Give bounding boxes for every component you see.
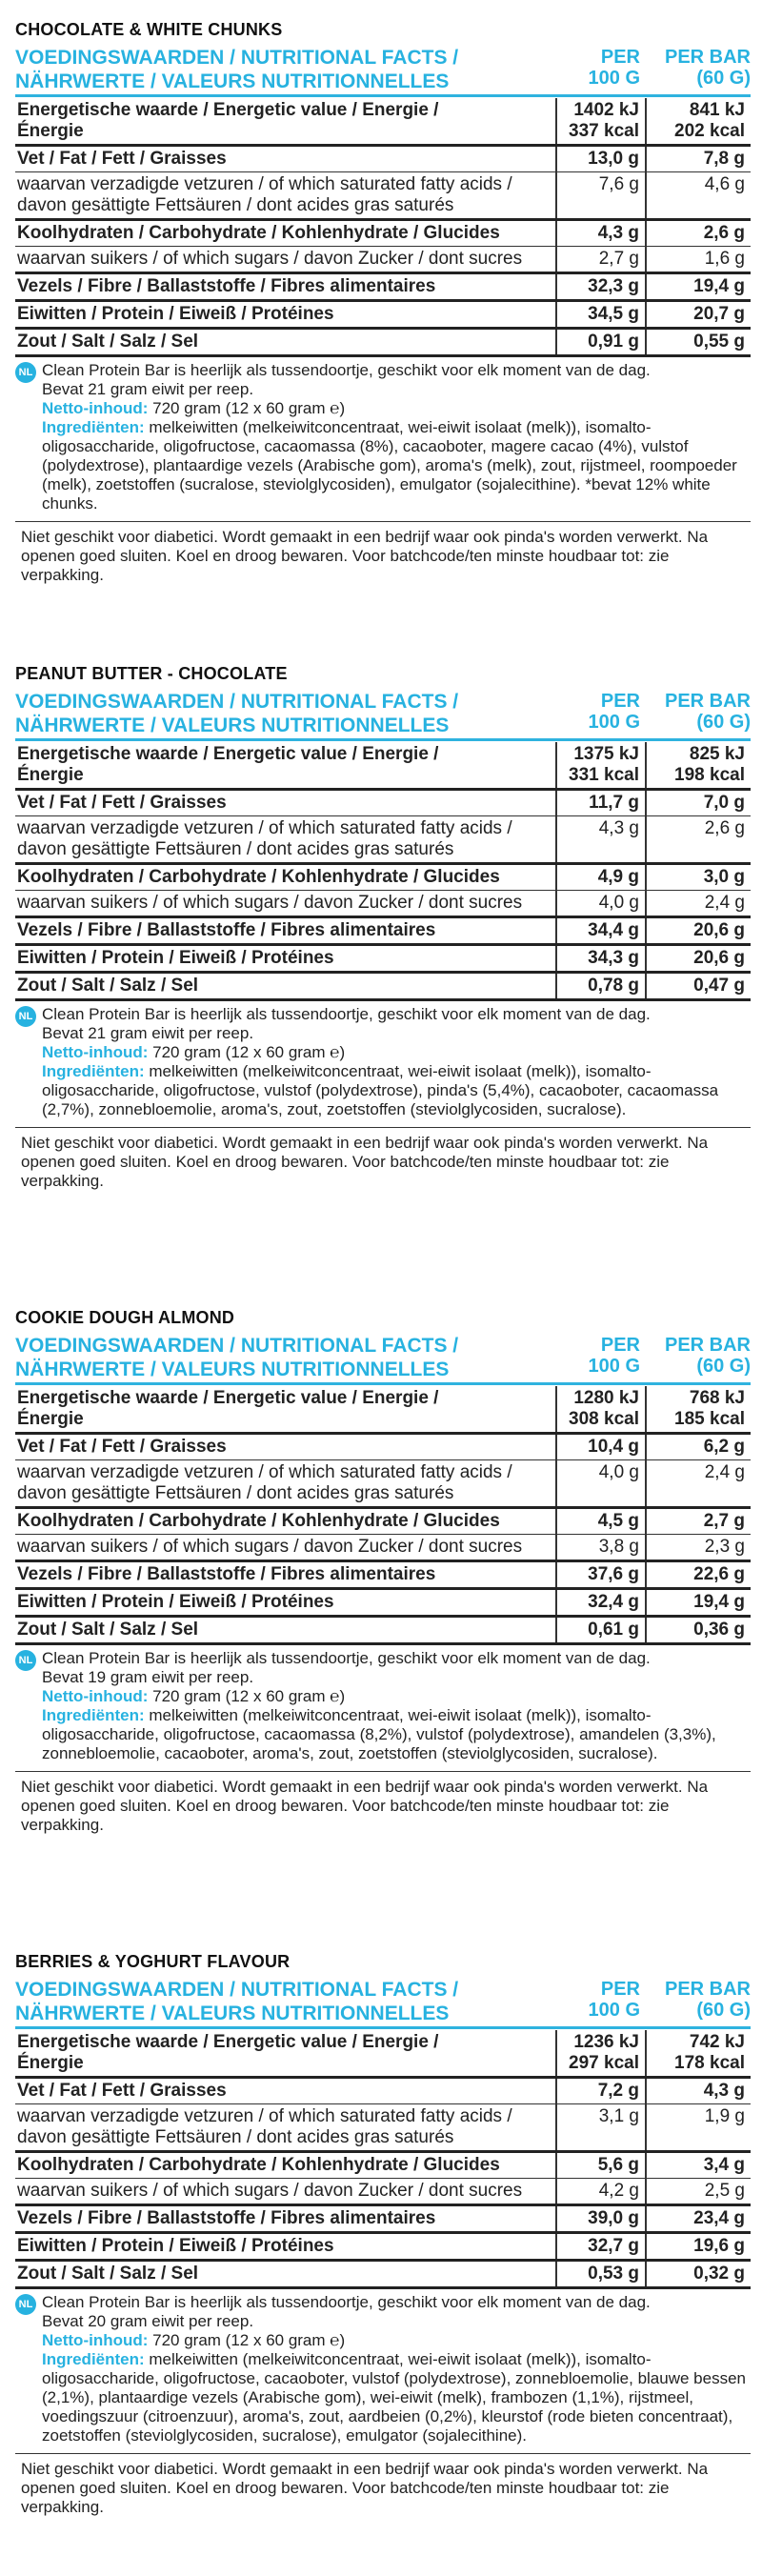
protein-per-bar-text: Bevat 21 gram eiwit per reep. <box>42 1024 254 1042</box>
nutrition-header-title: VOEDINGSWAARDEN / NUTRITIONAL FACTS / NÄHRWERTE / VALEURS NUTRITIONNELLES <box>15 1979 459 2024</box>
product-title: CHOCOLATE & WHITE CHUNKS <box>15 20 283 39</box>
table-row: Energetische waarde / Energetic value / Energie / Énergie 1236 kJ 297 kcal 742 kJ 178 kcal <box>15 2030 751 2078</box>
nutrition-table <box>15 1386 751 1645</box>
product-section <box>15 17 751 661</box>
table-row: Vet / Fat / Fett / Graisses 13,0 g 7,8 g <box>15 146 751 172</box>
table-row: Koolhydraten / Carbohydrate / Kohlenhydrate / Glucides 4,9 g 3,0 g <box>15 864 751 891</box>
table-row: Zout / Salt / Salz / Sel 0,78 g 0,47 g <box>15 973 751 1000</box>
per-100g-header: PER 100 G <box>588 1335 640 1377</box>
table-row: Vezels / Fibre / Ballaststoffe / Fibres alimentaires 32,3 g 19,4 g <box>15 273 751 301</box>
nutrition-header-title: VOEDINGSWAARDEN / NUTRITIONAL FACTS / NÄHRWERTE / VALEURS NUTRITIONNELLES <box>15 47 459 92</box>
table-row: Koolhydraten / Carbohydrate / Kohlenhydrate / Glucides 5,6 g 3,4 g <box>15 2152 751 2179</box>
table-row: Koolhydraten / Carbohydrate / Kohlenhydrate / Glucides 4,5 g 2,7 g <box>15 1508 751 1535</box>
table-row: Vet / Fat / Fett / Graisses 10,4 g 6,2 g <box>15 1434 751 1460</box>
table-row: Vezels / Fibre / Ballaststoffe / Fibres alimentaires 37,6 g 22,6 g <box>15 1561 751 1589</box>
warning-text: Niet geschikt voor diabetici. Wordt gemaakt in een bedrijf waar ook pinda's worden verwerkt. Na openen goed sluiten. Koel en droog bewaren. Voor batchcode/ten minste houdbaar tot: zie verpakking. <box>15 1771 751 1835</box>
nutrition-header <box>15 1974 751 2029</box>
nutrition-header <box>15 686 751 741</box>
per-100g-header: PER 100 G <box>588 1979 640 2021</box>
nutrition-header <box>15 1330 751 1385</box>
table-row: Zout / Salt / Salz / Sel 0,91 g 0,55 g <box>15 329 751 356</box>
per-bar-header: PER BAR (60 G) <box>664 1335 751 1377</box>
table-row: waarvan verzadigde vetzuren / of which saturated fatty acids / davon gesättigte Fettsäuren / dont acides gras saturés 3,1 g 1,9 g <box>15 2104 751 2152</box>
warning-text: Niet geschikt voor diabetici. Wordt gemaakt in een bedrijf waar ook pinda's worden verwerkt. Na openen goed sluiten. Koel en droog bewaren. Voor batchcode/ten minste houdbaar tot: zie verpakking. <box>15 521 751 585</box>
table-row: waarvan suikers / of which sugars / davon Zucker / dont sucres 4,0 g 2,4 g <box>15 891 751 917</box>
ingredients-text: Ingrediënten: melkeiwitten (melkeiwitconcentraat, wei-eiwit isolaat (melk)), isomalto-oligosaccharide, oligofructose, cacaoboter, vulstof (polydextrose), zonnebloemolie, blauwe bessen (2,1%), plantaardige vezels (Arabische gom), wei-eiwit (melk), frambozen (1,1%), rijstmeel, voedingszuur (citroenzuur), aroma's, zout, aardbeien (0,2%), kleurstof (rode bieten concentraat), zoetstoffen (steviolglycosiden, sucralose), emulgator (sojalecithine). <box>42 2350 746 2445</box>
per-bar-header: PER BAR (60 G) <box>664 47 751 89</box>
product-title: COOKIE DOUGH ALMOND <box>15 1308 235 1327</box>
table-row: waarvan suikers / of which sugars / davon Zucker / dont sucres 2,7 g 1,6 g <box>15 247 751 273</box>
table-row: Eiwitten / Protein / Eiweiß / Protéines 32,4 g 19,4 g <box>15 1589 751 1617</box>
table-row: waarvan verzadigde vetzuren / of which saturated fatty acids / davon gesättigte Fettsäuren / dont acides gras saturés 4,3 g 2,6 g <box>15 816 751 864</box>
protein-per-bar-text: Bevat 21 gram eiwit per reep. <box>42 380 254 398</box>
table-row: Eiwitten / Protein / Eiweiß / Protéines 32,7 g 19,6 g <box>15 2233 751 2261</box>
intro-text: Clean Protein Bar is heerlijk als tussendoortje, geschikt voor elk moment van de dag. <box>42 1005 651 1023</box>
table-row: Eiwitten / Protein / Eiweiß / Protéines 34,5 g 20,7 g <box>15 301 751 329</box>
nl-language-badge: NL <box>15 1006 36 1027</box>
table-row: Vet / Fat / Fett / Graisses 11,7 g 7,0 g <box>15 790 751 816</box>
nl-language-badge: NL <box>15 2294 36 2315</box>
product-section <box>15 661 751 1305</box>
intro-text: Clean Protein Bar is heerlijk als tussendoortje, geschikt voor elk moment van de dag. <box>42 2293 651 2311</box>
table-row: Zout / Salt / Salz / Sel 0,61 g 0,36 g <box>15 1617 751 1644</box>
table-row: Vezels / Fibre / Ballaststoffe / Fibres alimentaires 39,0 g 23,4 g <box>15 2205 751 2233</box>
net-content: Netto-inhoud: 720 gram (12 x 60 gram ℮) <box>42 2331 346 2349</box>
product-notes <box>15 1005 751 1119</box>
product-notes <box>15 361 751 513</box>
net-content: Netto-inhoud: 720 gram (12 x 60 gram ℮) <box>42 1043 346 1061</box>
nl-language-badge: NL <box>15 1650 36 1671</box>
table-row: waarvan suikers / of which sugars / davon Zucker / dont sucres 4,2 g 2,5 g <box>15 2179 751 2205</box>
table-row: waarvan verzadigde vetzuren / of which saturated fatty acids / davon gesättigte Fettsäuren / dont acides gras saturés 4,0 g 2,4 g <box>15 1460 751 1508</box>
table-row: Vezels / Fibre / Ballaststoffe / Fibres alimentaires 34,4 g 20,6 g <box>15 917 751 945</box>
net-content: Netto-inhoud: 720 gram (12 x 60 gram ℮) <box>42 1687 346 1705</box>
per-bar-header: PER BAR (60 G) <box>664 691 751 733</box>
table-row: Vet / Fat / Fett / Graisses 7,2 g 4,3 g <box>15 2078 751 2104</box>
product-notes <box>15 2293 751 2445</box>
per-100g-header: PER 100 G <box>588 691 640 733</box>
product-title: BERRIES & YOGHURT FLAVOUR <box>15 1952 291 1971</box>
warning-text: Niet geschikt voor diabetici. Wordt gemaakt in een bedrijf waar ook pinda's worden verwerkt. Na openen goed sluiten. Koel en droog bewaren. Voor batchcode/ten minste houdbaar tot: zie verpakking. <box>15 1127 751 1191</box>
table-row: Energetische waarde / Energetic value / Energie / Énergie 1402 kJ 337 kcal 841 kJ 202 kcal <box>15 98 751 146</box>
product-section <box>15 1949 751 2576</box>
net-content: Netto-inhoud: 720 gram (12 x 60 gram ℮) <box>42 399 346 417</box>
per-100g-header: PER 100 G <box>588 47 640 89</box>
table-row: Zout / Salt / Salz / Sel 0,53 g 0,32 g <box>15 2261 751 2288</box>
table-row: Energetische waarde / Energetic value / Energie / Énergie 1280 kJ 308 kcal 768 kJ 185 kcal <box>15 1386 751 1434</box>
nutrition-header <box>15 42 751 97</box>
nutrition-table <box>15 98 751 357</box>
table-row: Eiwitten / Protein / Eiweiß / Protéines 34,3 g 20,6 g <box>15 945 751 973</box>
ingredients-text: Ingrediënten: melkeiwitten (melkeiwitconcentraat, wei-eiwit isolaat (melk)), isomalto-oligosaccharide, oligofructose, vulstof (polydextrose), pinda's (5,4%), cacaoboter, cacaomassa (2,7%), zonnebloemolie, aroma's, zout, zoetstoffen (steviolglycosiden, sucralose). <box>42 1062 719 1118</box>
product-title: PEANUT BUTTER - CHOCOLATE <box>15 664 288 683</box>
product-notes <box>15 1649 751 1763</box>
nutrition-table <box>15 2030 751 2289</box>
table-row: waarvan suikers / of which sugars / davon Zucker / dont sucres 3,8 g 2,3 g <box>15 1535 751 1561</box>
product-section <box>15 1305 751 1949</box>
intro-text: Clean Protein Bar is heerlijk als tussendoortje, geschikt voor elk moment van de dag. <box>42 361 651 379</box>
table-row: waarvan verzadigde vetzuren / of which saturated fatty acids / davon gesättigte Fettsäuren / dont acides gras saturés 7,6 g 4,6 g <box>15 172 751 220</box>
table-row: Energetische waarde / Energetic value / Energie / Énergie 1375 kJ 331 kcal 825 kJ 198 kcal <box>15 742 751 790</box>
protein-per-bar-text: Bevat 20 gram eiwit per reep. <box>42 2312 254 2330</box>
intro-text: Clean Protein Bar is heerlijk als tussendoortje, geschikt voor elk moment van de dag. <box>42 1649 651 1667</box>
nutrition-header-title: VOEDINGSWAARDEN / NUTRITIONAL FACTS / NÄHRWERTE / VALEURS NUTRITIONNELLES <box>15 1335 459 1380</box>
ingredients-text: Ingrediënten: melkeiwitten (melkeiwitconcentraat, wei-eiwit isolaat (melk)), isomalto-oligosaccharide, oligofructose, cacaomassa (8%), cacaoboter, magere cacao (4%), vulstof (polydextrose), plantaardige vezels (Arabische gom), aroma's (melk), zout, rijstmeel, roompoeder (melk), zoetstoffen (sucralose, steviolglycosiden), emulgator (sojalecithine). *bevat 12% white chunks. <box>42 418 737 513</box>
per-bar-header: PER BAR (60 G) <box>664 1979 751 2021</box>
ingredients-text: Ingrediënten: melkeiwitten (melkeiwitconcentraat, wei-eiwit isolaat (melk)), isomalto-oligosaccharide, oligofructose, cacaomassa (8,2%), vulstof (polydextrose), amandelen (3,3%), zonnebloemolie, cacaoboter, aroma's, zout, zoetstoffen (steviolglycosiden, sucralose). <box>42 1706 716 1762</box>
protein-per-bar-text: Bevat 19 gram eiwit per reep. <box>42 1668 254 1686</box>
table-row: Koolhydraten / Carbohydrate / Kohlenhydrate / Glucides 4,3 g 2,6 g <box>15 220 751 247</box>
nl-language-badge: NL <box>15 362 36 383</box>
warning-text: Niet geschikt voor diabetici. Wordt gemaakt in een bedrijf waar ook pinda's worden verwerkt. Na openen goed sluiten. Koel en droog bewaren. Voor batchcode/ten minste houdbaar tot: zie verpakking. <box>15 2453 751 2517</box>
nutrition-header-title: VOEDINGSWAARDEN / NUTRITIONAL FACTS / NÄHRWERTE / VALEURS NUTRITIONNELLES <box>15 691 459 736</box>
nutrition-table <box>15 742 751 1001</box>
